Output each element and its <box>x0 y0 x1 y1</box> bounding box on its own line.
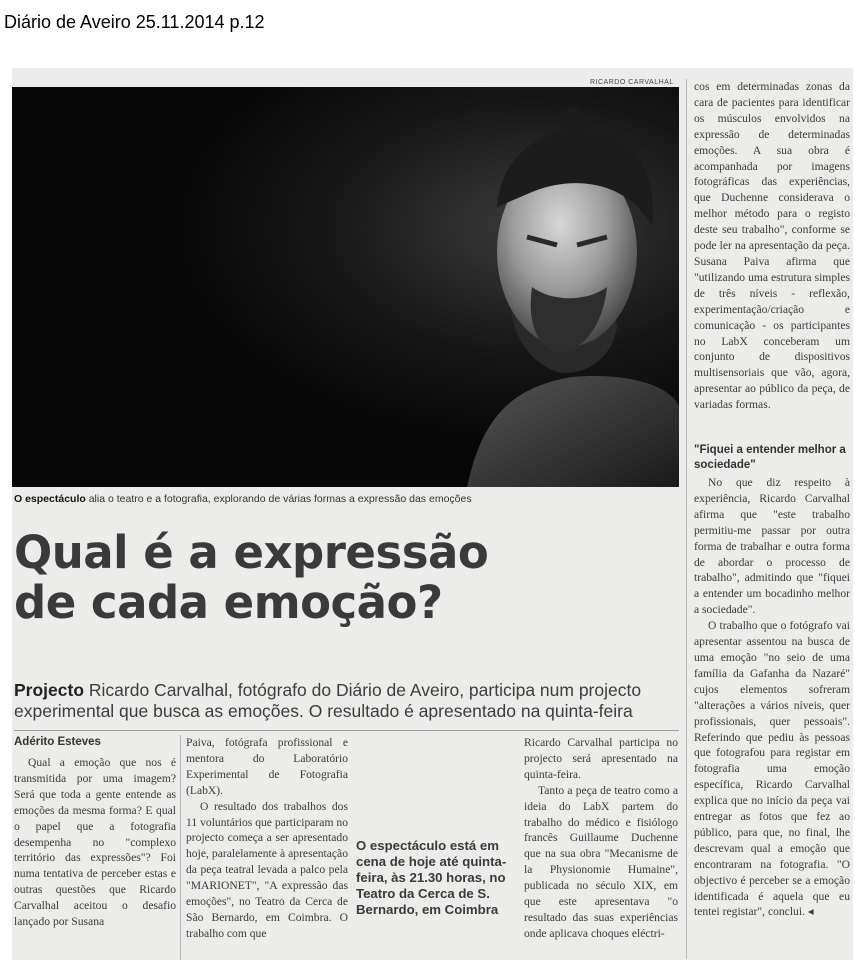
byline: Adérito Esteves <box>14 736 101 748</box>
article-column-2 <box>186 735 348 942</box>
article-column-5 <box>694 475 850 920</box>
lead-text: Ricardo Carvalhal, fotógrafo do Diário de Aveiro, participa num projecto experimental que busca as emoções. O resultado é apresentado na quinta-feira <box>14 680 642 721</box>
photo-caption <box>14 493 679 505</box>
subheading: "Fiquei a entender melhor a sociedade" <box>694 444 846 471</box>
lead-label: Projecto <box>14 680 85 700</box>
column-divider <box>686 79 687 959</box>
caption-text: alia o teatro e a fotografia, explorando de várias formas a expressão das emoções <box>85 493 472 505</box>
paragraph: O resultado dos trabalhos dos 11 voluntários que participaram no projecto começa a ser apresentado hoje, paralelamente à apresentação da peça teatral levada a palco pela "MARIONET", "A expressão das emoções", no Teatro da Cerca de São Bernardo, em Coimbra. O trabalho com que <box>186 799 348 940</box>
article-photo <box>12 87 679 487</box>
paragraph: Tanto a peça de teatro como a ideia do LabX partem do trabalho do médico e fisiólogo francês Guillaume Duchenne que na sua obra "Mecanisme de la Physionomie Humaine", publicada no século XIX, em que este apresentava "o resultado das suas experiências onde aplicava choques eléctri- <box>524 783 678 940</box>
pull-quote: O espectáculo está em cena de hoje até quinta-feira, às 21.30 horas, no Teatro da Cerca de S. Bernardo, em Coimbra <box>356 838 507 917</box>
lead-paragraph <box>14 680 679 722</box>
paragraph: No que diz respeito à experiência, Ricardo Carvalhal afirma que "este trabalho permitiu-me passar por outra forma de trabalhar e outra forma de abordar o processo de trabalho", admitindo que "fiquei a entender um bocadinho melhor a sociedade". <box>694 476 850 617</box>
article-column-3 <box>524 735 678 942</box>
paragraph: Qual a emoção que nos é transmitida por uma imagem? Será que toda a gente entende as emoções da mesma forma? E qual o papel que a fotografia desempenha no "complexo território das expressões"? Foi numa tentativa de perceber estas e outras questões que Ricardo Carvalhal aceitou o desafio lançado por Susana <box>14 756 176 929</box>
headline <box>14 528 674 628</box>
headline-line-1: Qual é a expressão <box>14 526 489 579</box>
column-divider <box>180 735 181 960</box>
headline-line-2: de cada emoção? <box>14 576 443 629</box>
caption-lead: O espectáculo <box>14 493 86 505</box>
article-column-4 <box>694 79 850 413</box>
source-line: Diário de Aveiro 25.11.2014 p.12 <box>4 12 265 32</box>
photo-credit: RICARDO CARVALHAL <box>590 79 674 86</box>
paragraph: Ricardo Carvalhal participa no projecto será apresentado na quinta-feira. <box>524 736 678 781</box>
paragraph: Paiva, fotógrafa profissional e mentora do Laboratório Experimental de Fotografia (LabX). <box>186 736 348 797</box>
article-column-1 <box>14 755 176 930</box>
paragraph: O trabalho que o fotógrafo vai apresentar assentou na busca de uma emoção "no seio de uma família da Gafanha da Nazaré" cujos elementos sofreram "alterações a vários níveis, quer profissionais, quer pessoais". Referindo que pediu às pessoas que fotografou para registar em fotografia uma emoção específica, Ricardo Carvalhal explica que no início da peça vai entregar as fotos que fez ao público, para que, no final, lhe descrevam qual a emoção que encontraram na fotografia. "O objectivo é perceber se a emoção identificada é aquela que eu tentei registar", conclui. ◂ <box>694 619 850 919</box>
paragraph: cos em determinadas zonas da cara de pacientes para identificar os músculos envolvidos na expressão de determinadas emoções. A sua obra é acompanhada por imagens fotográficas das experiências, que Duchenne considerava o melhor método para o registo deste seu trabalho", conforme se pode ler na apresentação da peça. Susana Paiva afirma que "utilizando uma estrutura simples de três níveis - reflexão, experimentação/criação e comunicação - os participantes no LabX conceberam um conjunto de dispositivos multisensoriais que vão, agora, apresentar ao público da peça, de variadas formas. <box>694 80 850 412</box>
divider <box>14 730 679 731</box>
